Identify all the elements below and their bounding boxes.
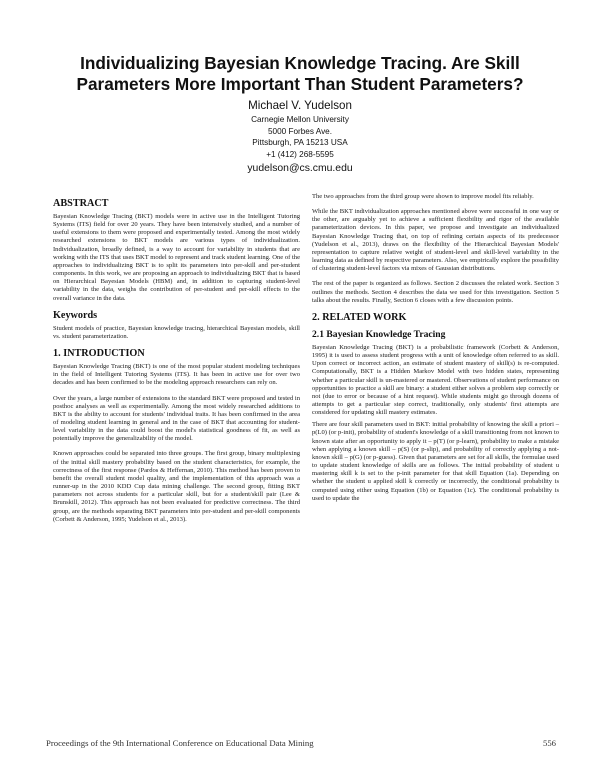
introduction-heading: 1. INTRODUCTION bbox=[53, 348, 145, 360]
keywords-heading: Keywords bbox=[53, 309, 98, 321]
introduction-paragraph-2: Over the years, a large number of extensions to the standard BKT were proposed and tested in posthoc analyses as well as experimentally. Among the most widely researched additions to BKT is the ability to account for students' individual traits. It has been confirmed in the area of modeling student learning in general and in the case of BKT that accounting for student-level variability in the data could boost the model's statistical goodness of fit, as well as potentially improve the generalizability of the model. bbox=[53, 394, 300, 443]
author-city: Pittsburgh, PA 15213 USA bbox=[252, 138, 348, 148]
introduction-paragraph-3: Known approaches could be separated into three groups. The first group, binary multiplexing of the initial skill mastery probability based on the student characteristics, for example, the correctness of the first response (Pardos & Heffernan, 2010). This method has been proven to benefit the overall student model quality, and the implementation of this approach was a runner-up in the 2010 KDD Cup data mining challenge. The second group, fitting BKT parameters not across students for a particular skill, but for a student/skill pair (Lee & Brunskill, 2012). This approach has not been evaluated for predictive correctness. The third group, are the methods separating BKT parameters into per-student and per-skill components (Corbett & Anderson, 1995; Yudelson et al., 2013). bbox=[53, 450, 300, 523]
abstract-text: Bayesian Knowledge Tracing (BKT) models were in active use in the Intelligent Tutoring Systems (ITS) field for over 20 years. They have been intensively studied, and a number of useful extensions to them were proposed and experimentally tested. Among the most widely researched extensions to BKT models are various types of individualization. Individualization, broadly defined, is a way to account for variability in students that are working with the ITS that uses BKT model to represent and track student learning. One of the approaches to individualizing BKT is to split its parameters into per-skill and per-student components. In this work, we are proposing an approach to individualizing BKT that is based on Hierarchical Bayesian Models (HBM) and, in addition to capturing student-level variability in the data, weighs the contribution of per-student and per-skill effects to the overall variance in the data. bbox=[53, 213, 300, 302]
author-phone: +1 (412) 268-5595 bbox=[266, 149, 334, 159]
bkt-paragraph-2: There are four skill parameters used in BKT: initial probability of knowing the skill a priori – p(L0) (or p-init), probability of student's knowledge of a skill transitioning from not known to known state after an opportunity to apply it – p(T) (or p-learn), probability to make a mistake when applying a known skill – p(S) (or p-slip), and probability of correctly applying a not-known skill – p(G) (or p-guess). Given that parameters are set for all skills, the formulae used to update student knowledge of skills are as follows. The initial probability of student u mastering skill k is set to the p-init parameter for that skill Equation (1a). Depending on whether the student u applied skill k correctly or incorrectly, the conditional probability is computed using either using Equation (1b) or Equation (1c). The conditional probability is used to update the bbox=[312, 421, 559, 502]
author-affiliation: Carnegie Mellon University bbox=[251, 115, 349, 124]
proceedings-label: Proceedings of the 9th International Conference on Educational Data Mining bbox=[46, 738, 314, 748]
author-street: 5000 Forbes Ave. bbox=[267, 126, 333, 136]
abstract-heading: ABSTRACT bbox=[53, 198, 109, 209]
page-footer bbox=[46, 738, 556, 748]
bkt-subheading: 2.1 Bayesian Knowledge Tracing bbox=[312, 328, 446, 340]
bkt-paragraph-1: Bayesian Knowledge Tracing (BKT) is a probabilistic framework (Corbett & Anderson, 1995) it is used to assess student progress with a unit of knowledge often referred to as skill. Upon correct or incorrect action, an estimate of student mastery of skill(s) is re-computed. Computationally, BKT is a Hidden Markov Model with two hidden states, representing whether a particular skill is un-mastered or mastered. Observations of student performance on opportunities to practice a skill are binary: a student either solves a problem step correctly or not (due to error or because of a hint request). While students might go through dozens of attempts to get a particular step correct, traditionally, only students' first attempts are considered for updating skill mastery estimates. bbox=[312, 343, 559, 417]
author-block bbox=[150, 99, 450, 176]
right-column bbox=[312, 193, 559, 510]
author-name: Michael V. Yudelson bbox=[248, 99, 352, 112]
left-column bbox=[53, 193, 300, 531]
right-paragraph-2: While the BKT individualization approaches mentioned above were successful in one way or the other, are arguably yet to achieve a sufficient flexibility and rigor of the available parameterization devices. In this paper, we propose and investigate an individualized Bayesian Knowledge Tracing that, on top of refining certain aspects of its predecessor (Yudelson et al., 2013), draws on the flexibility of the Hierarchical Bayesian Models' representation to capture relative weight of student-level and skill-level variability in the learning data as defined by respective parameters. Also, we empirically explore the possibility of clustering student-level factors via mixes of Gaussian distributions. bbox=[312, 208, 559, 273]
right-paragraph-1: The two approaches from the third group were shown to improve model fits reliably. bbox=[312, 193, 534, 200]
author-email: yudelson@cs.cmu.edu bbox=[247, 163, 353, 175]
page-number: 556 bbox=[542, 738, 556, 748]
paper-title: Individualizing Bayesian Knowledge Tracing. Are Skill Parameters More Important Than Student Parameters? bbox=[76, 53, 524, 94]
keywords-text: Student models of practice, Bayesian knowledge tracing, hierarchical Bayesian models, skill vs. student parameterization. bbox=[53, 324, 300, 340]
introduction-paragraph-1: Bayesian Knowledge Tracing (BKT) is one of the most popular student modeling techniques in the field of Intelligent Tutoring Systems (ITS). It has been in active use for over two decades and has been confirmed to be the modeling approach researchers can rely on. bbox=[53, 363, 300, 387]
right-paragraph-3: The rest of the paper is organized as follows. Section 2 discusses the related work. Section 3 outlines the methods. Section 4 describes the data we used for this investigation. Section 5 talks about the results. Finally, Section 6 closes with a few discussion points. bbox=[312, 280, 559, 304]
related-work-heading: 2. RELATED WORK bbox=[312, 311, 407, 323]
